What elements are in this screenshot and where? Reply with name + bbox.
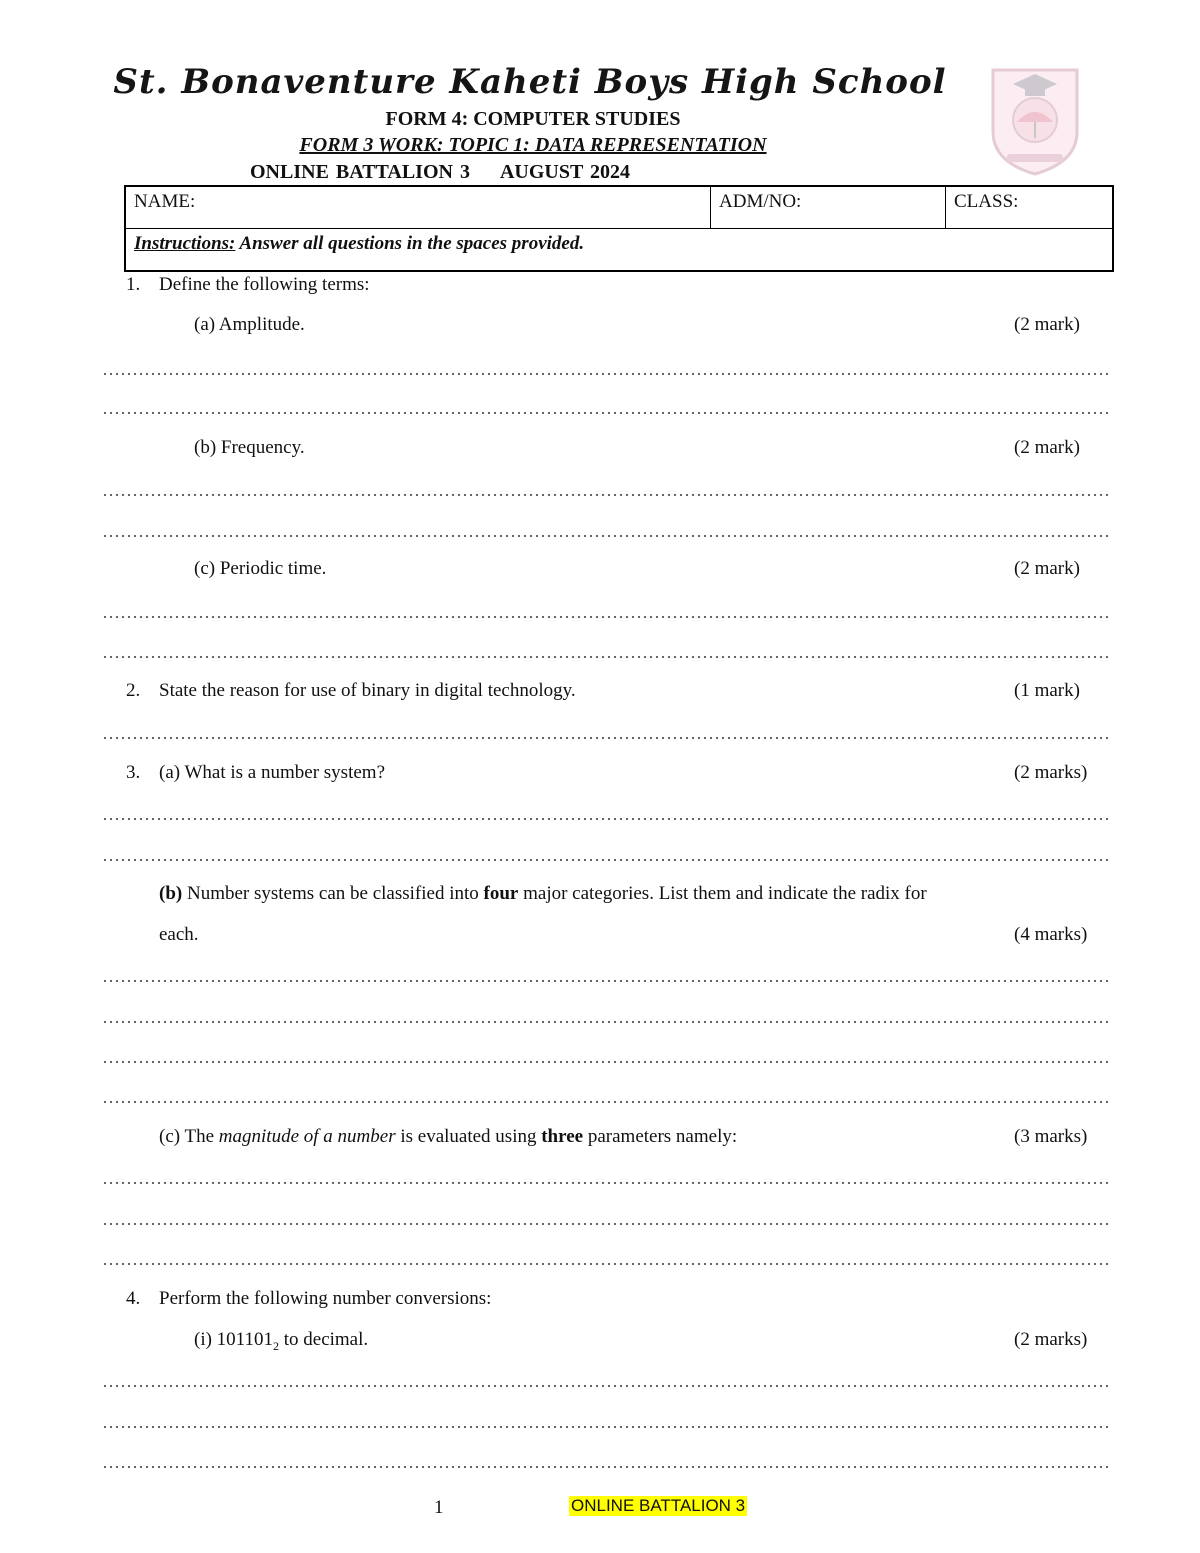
answer-line[interactable] (102, 1181, 1110, 1185)
answer-line[interactable] (102, 1020, 1110, 1024)
q4i-part: (i) 101101 (194, 1329, 273, 1350)
q3b-text-line2: each. (159, 924, 199, 945)
name-field[interactable]: NAME: (125, 186, 711, 229)
answer-line[interactable] (102, 615, 1110, 619)
q4i-part: to decimal. (278, 1329, 369, 1350)
q4-text: Perform the following number conversions: (159, 1288, 492, 1309)
instructions (125, 229, 1113, 272)
subject-title: FORM 4: COMPUTER STUDIES (385, 108, 681, 130)
answer-line[interactable] (102, 372, 1110, 376)
class-field[interactable]: CLASS: (946, 186, 1114, 229)
answer-line[interactable] (102, 1465, 1110, 1469)
answer-line[interactable] (102, 858, 1110, 862)
q3b-label: (b) (159, 883, 183, 904)
answer-line[interactable] (102, 1222, 1110, 1226)
q3c-part: parameters namely: (583, 1126, 738, 1147)
q1-number: 1. (126, 274, 141, 295)
school-name: St. Bonaventure Kaheti Boys High School (113, 62, 947, 102)
exam-title (250, 161, 630, 184)
answer-line[interactable] (102, 655, 1110, 659)
answer-line[interactable] (102, 1100, 1110, 1104)
q1a-marks: (2 mark) (1014, 314, 1080, 335)
topic-title: FORM 3 WORK: TOPIC 1: DATA REPRESENTATION (299, 134, 767, 156)
q3a-marks: (2 marks) (1014, 762, 1088, 783)
answer-line[interactable] (102, 534, 1110, 538)
q3b-marks: (4 marks) (1014, 924, 1088, 945)
answer-line[interactable] (102, 411, 1110, 415)
exam-date: AUGUST 2024 (499, 161, 630, 183)
q4i-base: 2 (272, 1338, 279, 1353)
q1c-text: (c) Periodic time. (194, 558, 327, 579)
q3a-text: (a) What is a number system? (159, 762, 385, 783)
q3c-part: is evaluated using (395, 1126, 542, 1147)
q3b-text (159, 883, 927, 905)
answer-line[interactable] (102, 1384, 1110, 1388)
answer-line[interactable] (102, 493, 1110, 497)
admission-number-field[interactable]: ADM/NO: (711, 186, 946, 229)
q1b-text: (b) Frequency. (194, 437, 305, 458)
q3c-part: (c) The (159, 1126, 219, 1147)
q3b-part: Number systems can be classified into (182, 883, 484, 904)
answer-line[interactable] (102, 817, 1110, 821)
instructions-label: Instructions: (134, 233, 236, 254)
answer-line[interactable] (102, 1425, 1110, 1429)
q3c-italic: magnitude of a number (218, 1126, 396, 1147)
q4i-marks: (2 marks) (1014, 1329, 1088, 1350)
q3c-emphasis: three (541, 1126, 584, 1147)
instructions-text: Answer all questions in the spaces provided. (235, 233, 585, 254)
q3c-text (159, 1126, 737, 1148)
q2-number: 2. (126, 680, 141, 701)
q1a-text: (a) Amplitude. (194, 314, 305, 335)
answer-line[interactable] (102, 736, 1110, 740)
q1-text: Define the following terms: (159, 274, 370, 295)
answer-line[interactable] (102, 979, 1110, 983)
q2-text: State the reason for use of binary in digital technology. (159, 680, 576, 701)
student-info-table (124, 185, 1114, 272)
footer-label: ONLINE BATTALION 3 (571, 1496, 746, 1515)
school-crest-logo (985, 62, 1085, 177)
answer-line[interactable] (102, 1262, 1110, 1266)
answer-line[interactable] (102, 1060, 1110, 1064)
q4-number: 4. (126, 1288, 141, 1309)
q3-number: 3. (126, 762, 141, 783)
exam-name: ONLINE BATTALION 3 (250, 161, 470, 183)
page-number: 1 (434, 1497, 444, 1518)
q2-marks: (1 mark) (1014, 680, 1080, 701)
q3b-emphasis: four (483, 883, 519, 904)
q1b-marks: (2 mark) (1014, 437, 1080, 458)
q3b-part: major categories. List them and indicate the radix for (518, 883, 927, 904)
q3c-marks: (3 marks) (1014, 1126, 1088, 1147)
q4i-text (194, 1329, 368, 1354)
q1c-marks: (2 mark) (1014, 558, 1080, 579)
